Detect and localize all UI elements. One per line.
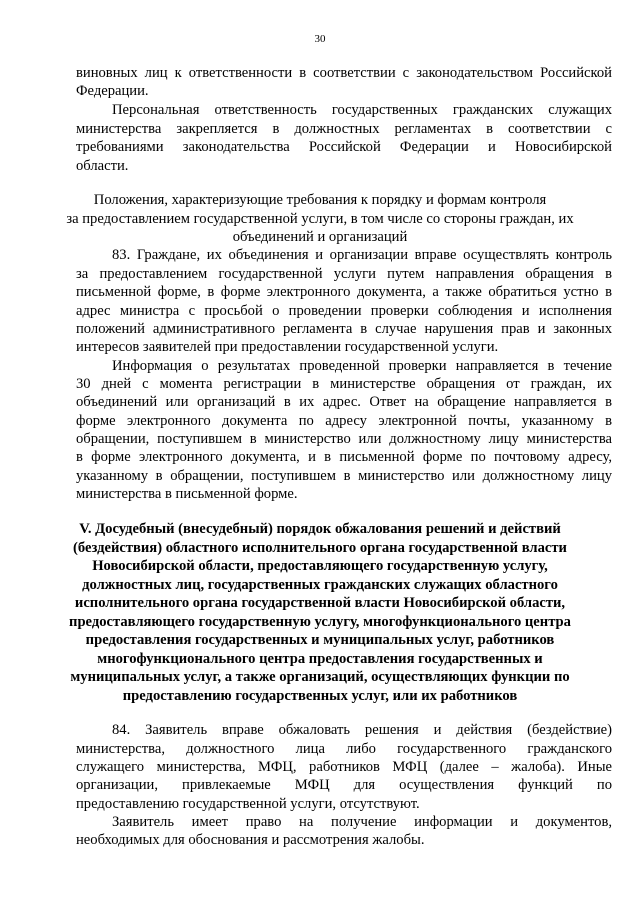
text-line: 30 дней с момента регистрации в министерстве обращения от граждан, их — [76, 376, 612, 392]
subheading-line: объединений и организаций — [232, 229, 408, 245]
subheading-line: за предоставлением государственной услуги, в том числе со стороны граждан, их — [66, 211, 574, 227]
text-line: виновных лиц к ответственности в соответствии с законодательством Российской — [76, 65, 612, 81]
text-line: за предоставлением государственной услуги путем направления обращения в — [76, 266, 612, 282]
section-heading-line: предоставления государственных и муниципальных услуг, работников — [85, 632, 555, 648]
text-line: Федерации. — [76, 83, 149, 99]
text-line: области. — [76, 158, 129, 174]
section-heading-line: (бездействия) областного исполнительного органа государственной власти — [73, 540, 567, 556]
text-line: письменной форме, в форме электронного документа, а также обратиться устно в — [76, 284, 612, 300]
text-line: Заявитель имеет право на получение информации и документов, — [112, 814, 612, 830]
subheading-line: Положения, характеризующие требования к порядку и формам контроля — [93, 192, 547, 208]
text-line: адрес министра с просьбой о проведении проверки соблюдения и исполнения — [76, 303, 612, 319]
text-line: организации, привлекаемые МФЦ для осуществления функций по — [76, 777, 612, 793]
section-heading-line: Новосибирской области, предоставляющего государственную услугу, — [92, 558, 548, 574]
text-line: в форме электронного документа, и в письменной форме по почтовому адресу, — [76, 449, 612, 465]
section-heading-line: предоставлению государственных услуг, или их работников — [122, 688, 518, 704]
text-line: предоставлению государственной услуги, отсутствуют. — [76, 796, 420, 812]
text-line: служащего министерства, МФЦ, работников МФЦ (далее – жалоба). Иные — [76, 759, 612, 775]
text-line: министерства закрепляется в должностных регламентах в соответствии с — [76, 121, 612, 137]
text-line: объединений или организаций в их адрес. Ответ на обращение направляется в — [76, 394, 612, 410]
text-line: интересов заявителей при предоставлении государственной услуги. — [76, 339, 499, 355]
text-line: требованиями законодательства Российской Федерации и Новосибирской — [76, 139, 612, 155]
section-heading-line: V. Досудебный (внесудебный) порядок обжалования решений и действий — [79, 521, 561, 537]
text-line: 83. Граждане, их объединения и организации вправе осуществлять контроль — [112, 247, 612, 263]
section-heading-line: предоставляющего государственную услугу, многофункционального центра — [69, 614, 571, 630]
section-heading-line: многофункционального центра предоставления государственных и — [97, 651, 543, 667]
page-number: 30 — [314, 33, 326, 45]
section-heading-line: муниципальных услуг, а также организаций, осуществляющих функции по — [70, 669, 570, 685]
text-line: Персональная ответственность государственных гражданских служащих — [112, 102, 612, 118]
section-heading-line: должностных лиц, государственных гражданских служащих областного — [82, 577, 558, 593]
text-line: обращении, поступившем в министерство или должностному лицу министерства — [76, 431, 612, 447]
text-line: форме электронного документа по адресу электронной почты, указанному в — [76, 413, 612, 429]
text-line: министерства в письменной форме. — [76, 486, 298, 502]
section-heading-line: исполнительного органа государственной власти Новосибирской области, — [74, 595, 566, 611]
text-line: министерства, должностного лица либо государственного гражданского — [76, 741, 612, 757]
text-line: необходимых для обоснования и рассмотрения жалобы. — [76, 832, 425, 848]
text-line: положений административного регламента в случае нарушения прав и законных — [76, 321, 612, 337]
text-line: указанному в обращении, поступившем в министерство или должностному лицу — [76, 468, 612, 484]
text-line: 84. Заявитель вправе обжаловать решения и действия (бездействие) — [112, 722, 612, 738]
text-line: Информация о результатах проведенной проверки направляется в течение — [112, 358, 612, 374]
